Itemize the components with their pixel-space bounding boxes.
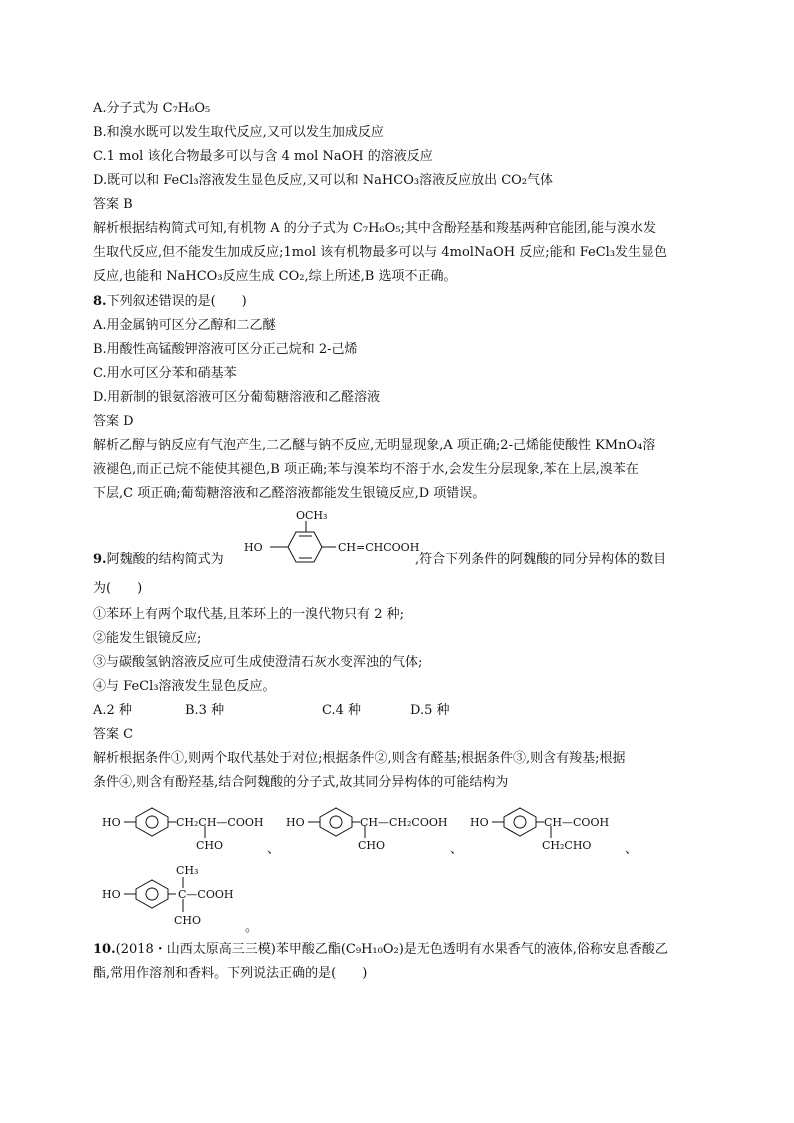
q9-condition-3: ③与碳酸氢钠溶液反应可生成使澄清石灰水变浑浊的气体;	[93, 655, 423, 670]
q8-option-b: B.用酸性高锰酸钾溶液可区分正己烷和 2-己烯	[93, 342, 358, 357]
ferulic-acid-structure	[240, 508, 420, 572]
q7-option-b: B.和溴水既可以发生取代反应,又可以发生加成反应	[93, 125, 384, 140]
isomer-4-ho: HO	[102, 888, 121, 901]
q8-option-d: D.用新制的银氨溶液可区分葡萄糖溶液和乙醛溶液	[93, 390, 381, 405]
q9-condition-1: ①苯环上有两个取代基,且苯环上的一溴代物只有 2 种;	[93, 607, 405, 622]
q10-stem-line-1: 10.(2018・山西太原高三三模)苯甲酸乙酯(C₉H₁₀O₂)是无色透明有水果香气的液体,俗称安息香酸乙	[93, 942, 668, 957]
isomer-4-sub: CHO	[174, 914, 202, 927]
q7-analysis-line-3: 反应,也能和 NaHCO₃反应生成 CO₂,综上所述,B 选项不正确。	[93, 269, 457, 284]
q7-analysis-line-1: 解析根据结构简式可知,有机物 A 的分子式为 C₇H₆O₅;其中含酚羟基和羧基两种官能团,能与溴水发	[93, 221, 657, 236]
q8-option-a: A.用金属钠可区分乙醇和二乙醚	[93, 318, 276, 333]
isomer-1-ho: HO	[102, 816, 121, 829]
q7-option-a: A.分子式为 C₇H₆O₅	[93, 101, 211, 116]
isomer-2-sub: CHO	[358, 839, 386, 852]
methoxy-label: OCH₃	[296, 509, 328, 522]
q9-stem-paren: 为( )	[93, 581, 143, 596]
question-number: 10.	[93, 942, 116, 957]
q9-stem-start: 9.阿魏酸的结构简式为	[93, 552, 224, 567]
q8-analysis-line-2: 液褪色,而正己烷不能使其褪色,B 项正确;苯与溴苯均不溶于水,会发生分层现象,苯在上层,溴苯在	[93, 462, 639, 477]
isomer-3-ho: HO	[470, 816, 489, 829]
isomer-3-main: CH—COOH	[544, 816, 610, 829]
isomer-1-sub: CHO	[196, 839, 224, 852]
q7-analysis-line-2: 生取代反应,但不能发生加成反应;1mol 该有机物最多可以与 4molNaOH 反应;能和 FeCl₃发生显色	[93, 245, 668, 260]
q9-analysis-line-1: 解析根据条件①,则两个取代基处于对位;根据条件②,则含有醛基;根据条件③,则含有羧基;根据	[93, 751, 626, 766]
separator-4: 。	[245, 920, 259, 935]
isomer-structure-4	[102, 862, 252, 934]
q9-choice-a: A.2 种	[93, 703, 132, 718]
q9-condition-2: ②能发生银镜反应;	[93, 631, 202, 646]
isomer-3-sub: CH₂CHO	[542, 839, 592, 852]
q9-choice-c: C.4 种	[322, 703, 362, 718]
isomer-structure-3	[470, 802, 630, 852]
q9-analysis-line-2: 条件④,则含有酚羟基,结合阿魏酸的分子式,故其同分异构体的可能结构为	[93, 775, 509, 790]
isomer-2-main: CH—CH₂COOH	[360, 816, 448, 829]
question-number: 9.	[93, 552, 107, 567]
q8-stem: 8.下列叙述错误的是( )	[93, 294, 247, 309]
ho-label: HO	[244, 541, 263, 554]
q9-stem-end: ,符合下列条件的阿魏酸的同分异构体的数目	[415, 552, 667, 567]
q8-answer: 答案 D	[93, 414, 134, 429]
question-number: 8.	[93, 294, 107, 309]
separator-2: 、	[450, 842, 464, 857]
isomer-structure-1	[102, 802, 272, 852]
isomer-structure-2	[286, 802, 456, 852]
side-chain-label: CH=CHCOOH	[338, 541, 420, 554]
q7-option-c: C.1 mol 该化合物最多可以与含 4 mol NaOH 的溶液反应	[93, 149, 433, 164]
separator-1: 、	[267, 842, 281, 857]
q7-answer: 答案 B	[93, 197, 133, 212]
q10-stem-line-2: 酯,常用作溶剂和香料。下列说法正确的是( )	[93, 966, 368, 981]
q8-analysis-line-3: 下层,C 项正确;葡萄糖溶液和乙醛溶液都能发生银镜反应,D 项错误。	[93, 486, 486, 501]
isomer-1-main: CH₂CH—COOH	[176, 816, 264, 829]
q7-option-d: D.既可以和 FeCl₃溶液发生显色反应,又可以和 NaHCO₃溶液反应放出 CO₂气体	[93, 173, 554, 188]
isomer-2-ho: HO	[286, 816, 305, 829]
q8-analysis-line-1: 解析乙醇与钠反应有气泡产生,二乙醚与钠不反应,无明显现象,A 项正确;2-己烯能使酸性 KMnO₄溶	[93, 438, 656, 453]
separator-3: 、	[625, 842, 639, 857]
q8-option-c: C.用水可区分苯和硝基苯	[93, 366, 237, 381]
q9-choice-d: D.5 种	[410, 703, 450, 718]
q9-answer: 答案 C	[93, 727, 134, 742]
isomer-4-main: C—COOH	[178, 888, 234, 901]
q9-choice-b: B.3 种	[185, 703, 225, 718]
q9-condition-4: ④与 FeCl₃溶液发生显色反应。	[93, 679, 276, 694]
isomer-4-top: CH₃	[176, 864, 199, 877]
